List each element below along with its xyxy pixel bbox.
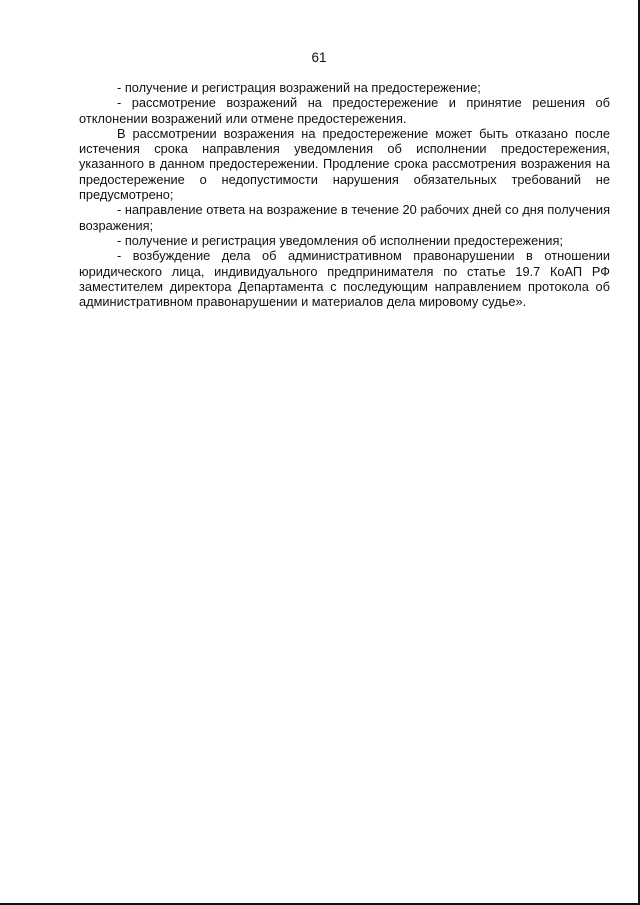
paragraph-response-deadline: - направление ответа на возражение в течение 20 рабочих дней со дня получения возражения;	[79, 202, 610, 233]
paragraph-notification-receipt: - получение и регистрация уведомления об исполнении предостережения;	[117, 232, 563, 248]
paragraph-administrative-case: - возбуждение дела об административном правонарушении в отношении юридического лица, индивидуального предпринимателя по статье 19.7 КоАП РФ заместителем директора Департамента с последующим направлением протокола об административном правонарушении и материалов дела мировому судье».	[79, 248, 610, 310]
paragraph-objections-receipt: - получение и регистрация возражений на предостережение;	[117, 80, 481, 95]
paragraph-refusal-conditions: В рассмотрении возражения на предостережение может быть отказано после истечения срока направления уведомления об исполнении предостережения, указанного в данном предостережении. Продление срока рассмотрения возражения на предостережение о недопустимости нарушения обязательных требований не предусмотрено;	[79, 125, 610, 203]
document-body	[79, 80, 610, 309]
paragraph-objections-review: - рассмотрение возражений на предостережение и принятие решения об отклонении возражений или отмене предостережения.	[79, 95, 610, 126]
page-number: 61	[311, 50, 327, 65]
